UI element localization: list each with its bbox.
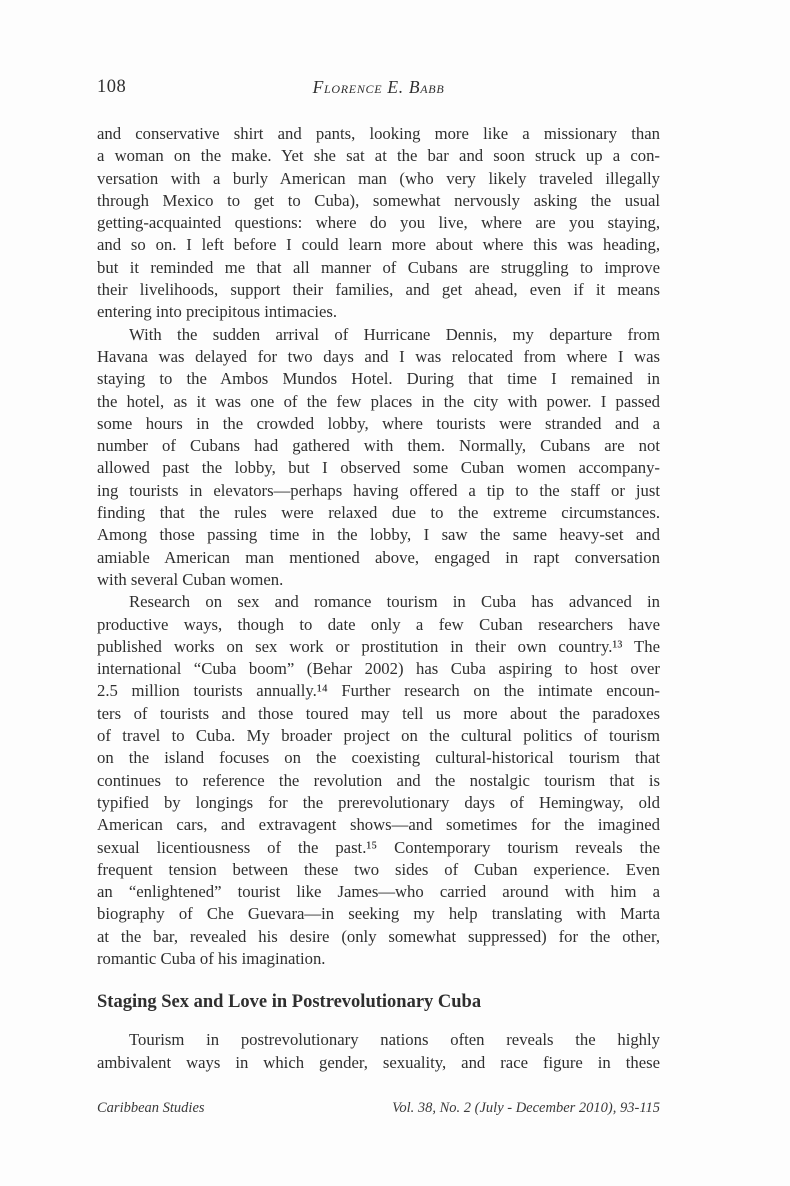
text-line: Havana was delayed for two days and I was relocated from where I was — [97, 346, 660, 366]
page-footer — [97, 1099, 660, 1117]
paragraph-group-before-heading — [97, 123, 660, 970]
text-line: some hours in the crowded lobby, where tourists were stranded and a — [97, 413, 660, 433]
text-line: allowed past the lobby, but I observed some Cuban women accompany- — [97, 458, 660, 478]
text-line: published works on sex work or prostitution in their own country.¹³ The — [97, 636, 660, 656]
text-line: biography of Che Guevara—in seeking my help translating with Marta — [97, 904, 660, 924]
text-line: with several Cuban women. — [97, 569, 284, 589]
text-line: amiable American man mentioned above, engaged in rapt conversation — [97, 547, 660, 567]
paragraph — [97, 591, 660, 970]
text-line: Among those passing time in the lobby, I saw the same heavy-set and — [97, 525, 660, 545]
text-line: getting-acquainted questions: where do you live, where are you staying, — [97, 213, 660, 233]
text-line: their livelihoods, support their families, and get ahead, even if it means — [97, 280, 660, 300]
text-line: at the bar, revealed his desire (only somewhat suppressed) for the other, — [97, 926, 660, 946]
text-line: Research on sex and romance tourism in Cuba has advanced in — [129, 592, 660, 612]
body-text — [97, 123, 660, 1074]
text-line: With the sudden arrival of Hurricane Dennis, my departure from — [129, 324, 660, 344]
text-line: frequent tension between these two sides of Cuban experience. Even — [97, 859, 660, 879]
text-line: finding that the rules were relaxed due to the extreme circumstances. — [97, 503, 660, 523]
text-line: number of Cubans had gathered with them. Normally, Cubans are not — [97, 436, 660, 456]
text-line: and so on. I left before I could learn more about where this was heading, — [97, 235, 660, 255]
text-line: entering into precipitous intimacies. — [97, 302, 338, 322]
text-line: American cars, and extravagent shows—and sometimes for the imagined — [97, 815, 660, 835]
text-line: ters of tourists and those toured may tell us more about the paradoxes — [97, 703, 660, 723]
text-line: of travel to Cuba. My broader project on the cultural politics of tourism — [97, 726, 660, 746]
footer-volume-info: Vol. 38, No. 2 (July - December 2010), 93-115 — [392, 1100, 660, 1116]
text-line: staying to the Ambos Mundos Hotel. During that time I remained in — [97, 369, 660, 389]
text-line: versation with a burly American man (who very likely traveled illegally — [97, 168, 660, 188]
footer-journal-title: Caribbean Studies — [97, 1100, 205, 1116]
text-line: international “Cuba boom” (Behar 2002) has Cuba aspiring to host over — [97, 659, 660, 679]
text-line: productive ways, though to date only a few Cuban researchers have — [97, 614, 660, 634]
text-line: the hotel, as it was one of the few places in the city with power. I passed — [97, 391, 660, 411]
text-line: typified by longings for the prerevolutionary days of Hemingway, old — [97, 792, 660, 812]
text-line: through Mexico to get to Cuba), somewhat nervously asking the usual — [97, 190, 660, 210]
page-number: 108 — [97, 77, 127, 97]
text-line: Tourism in postrevolutionary nations often reveals the highly — [129, 1030, 660, 1050]
text-line: but it reminded me that all manner of Cubans are struggling to improve — [97, 257, 660, 277]
text-line: continues to reference the revolution and the nostalgic tourism that is — [97, 770, 660, 790]
text-line: and conservative shirt and pants, looking more like a missionary than — [97, 124, 660, 143]
text-line: ambivalent ways in which gender, sexuality, and race figure in these — [97, 1052, 660, 1072]
text-line: a woman on the make. Yet she sat at the bar and soon struck up a con- — [97, 146, 660, 166]
running-header — [97, 77, 660, 99]
paragraph — [97, 1029, 660, 1074]
paragraph-group-after-heading — [97, 1029, 660, 1074]
text-line: romantic Cuba of his imagination. — [97, 948, 326, 968]
section-heading: Staging Sex and Love in Postrevolutionary Cuba — [97, 992, 482, 1013]
text-line: on the island focuses on the coexisting cultural-historical tourism that — [97, 748, 660, 768]
paragraph — [97, 123, 660, 324]
text-line: sexual licentiousness of the past.¹⁵ Contemporary tourism reveals the — [97, 837, 660, 857]
paragraph — [97, 324, 660, 592]
text-line: ing tourists in elevators—perhaps having offered a tip to the staff or just — [97, 480, 660, 500]
text-line: 2.5 million tourists annually.¹⁴ Further research on the intimate encoun- — [97, 681, 660, 701]
running-head-author: Florence E. Babb — [312, 77, 445, 97]
text-line: an “enlightened” tourist like James—who carried around with him a — [97, 882, 660, 902]
